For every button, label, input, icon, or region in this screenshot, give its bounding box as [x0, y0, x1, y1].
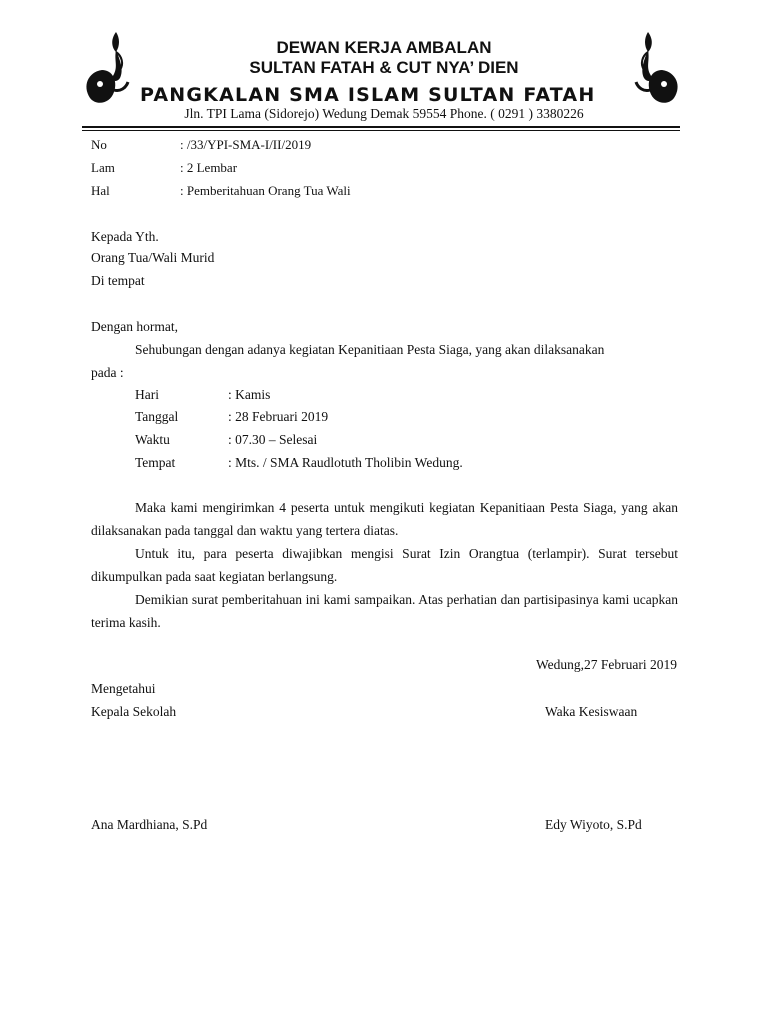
paragraph-2: Untuk itu, para peserta diwajibkan mengisi Surat Izin Orangtua (terlampir). Surat tersebut dikumpulkan pada saat kegiatan berlangsung. — [91, 546, 678, 584]
detail-value: : 07.30 – Selesai — [228, 432, 318, 447]
detail-label: Hari — [135, 387, 159, 402]
detail-value: : Kamis — [228, 387, 271, 402]
paragraph-1: Maka kami mengirimkan 4 peserta untuk mengikuti kegiatan Kepanitiaan Pesta Siaga, yang akan dilaksanakan pada tanggal dan waktu yang tertera diatas. — [91, 500, 678, 538]
meta-hal-label: Hal — [91, 183, 110, 198]
left-signatory-title: Kepala Sekolah — [91, 704, 177, 719]
recipient-line1: Kepada Yth. — [91, 229, 159, 244]
header-rule-thin — [82, 130, 680, 131]
intro-line1: Sehubungan dengan adanya kegiatan Kepanitiaan Pesta Siaga, yang akan dilaksanakan — [135, 342, 605, 357]
org-name-line2: SULTAN FATAH & CUT NYA’ DIEN — [249, 58, 519, 77]
meta-no-value: : /33/YPI-SMA-I/II/2019 — [180, 137, 312, 152]
right-signatory-title: Waka Kesiswaan — [545, 704, 638, 719]
detail-label: Waktu — [135, 432, 170, 447]
recipient-line2: Orang Tua/Wali Murid — [91, 250, 215, 265]
left-signatory-name: Ana Mardhiana, S.Pd — [91, 817, 208, 832]
right-signatory-name: Edy Wiyoto, S.Pd — [545, 817, 642, 832]
header-rule — [82, 126, 680, 128]
mengetahui-label: Mengetahui — [91, 681, 156, 696]
paragraph-3: Demikian surat pemberitahuan ini kami sampaikan. Atas perhatian dan partisipasinya kami ucapkan terima kasih. — [91, 592, 678, 630]
org-address: Jln. TPI Lama (Sidorejo) Wedung Demak 59554 Phone. ( 0291 ) 3380226 — [184, 106, 584, 121]
meta-no-label: No — [91, 137, 107, 152]
recipient-line3: Di tempat — [91, 273, 145, 288]
meta-hal-value: : Pemberitahuan Orang Tua Wali — [180, 183, 351, 198]
detail-value: : 28 Februari 2019 — [228, 409, 329, 424]
org-name-line3: PANGKALAN SMA ISLAM SULTAN FATAH — [140, 84, 596, 106]
detail-value: : Mts. / SMA Raudlotuth Tholibin Wedung. — [228, 455, 463, 470]
greeting: Dengan hormat, — [91, 319, 178, 334]
meta-lam-label: Lam — [91, 160, 115, 175]
detail-label: Tempat — [135, 455, 176, 470]
meta-lam-value: : 2 Lembar — [180, 160, 238, 175]
detail-label: Tanggal — [135, 409, 179, 424]
place-date: Wedung,27 Februari 2019 — [535, 657, 677, 672]
org-name-line1: DEWAN KERJA AMBALAN — [276, 38, 492, 57]
intro-line2: pada : — [91, 365, 124, 380]
